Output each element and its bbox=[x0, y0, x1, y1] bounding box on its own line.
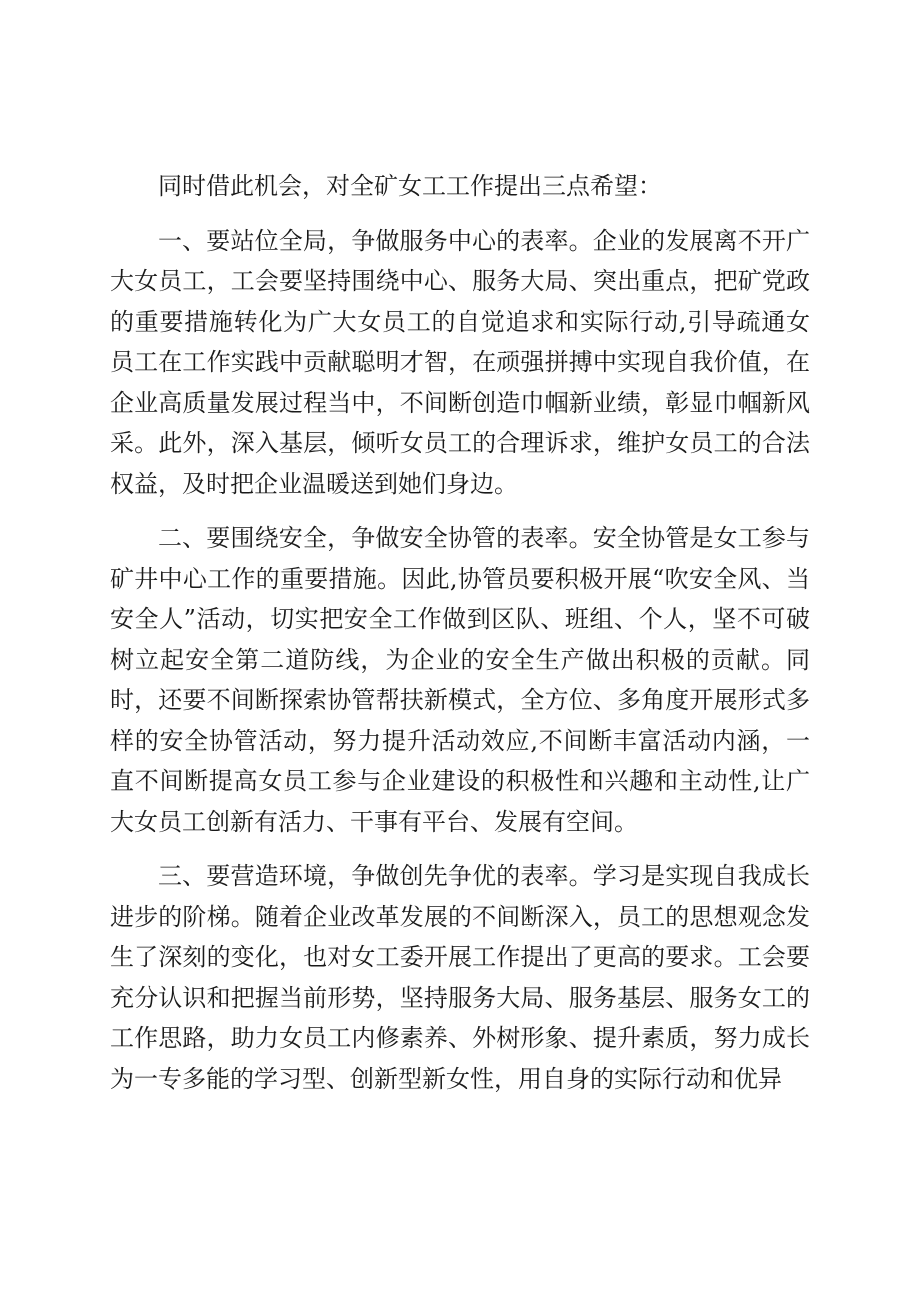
paragraph-point-three: 三、要营造环境，争做创先争优的表率。学习是实现自我成长进步的阶梯。随着企业改革发展的不间断深入，员工的思想观念发生了深刻的变化，也对女工委开展工作提出了更高的要求。工会要充分认识和把握当前形势，坚持服务大局、服务基层、服务女工的工作思路，助力女员工内修素养、外树形象、提升素质，努力成长为一专多能的学习型、创新型新女性，用自身的实际行动和优异 bbox=[110, 862, 810, 1093]
paragraph-intro: 同时借此机会，对全矿女工工作提出三点希望： bbox=[158, 172, 662, 200]
paragraph-point-two: 二、要围绕安全，争做安全协管的表率。安全协管是女工参与矿井中心工作的重要措施。因此,协管员要积极开展“吹安全风、当安全人”活动，切实把安全工作做到区队、班组、个人，坚不可破树立起安全第二道防线，为企业的安全生产做出积极的贡献。同时，还要不间断探索协管帮扶新模式，全方位、多角度开展形式多样的安全协管活动，努力提升活动效应,不间断丰富活动内涵，一直不间断提高女员工参与企业建设的积极性和兴趣和主动性,让广大女员工创新有活力、干事有平台、发展有空间。 bbox=[110, 524, 810, 836]
document-body bbox=[110, 166, 810, 1099]
paragraph-point-one: 一、要站位全局，争做服务中心的表率。企业的发展离不开广大女员工，工会要坚持围绕中心、服务大局、突出重点，把矿党政的重要措施转化为广大女员工的自觉追求和实际行动,引导疏通女员工在工作实践中贡献聪明才智，在顽强拼搏中实现自我价值，在企业高质量发展过程当中，不间断创造巾帼新业绩，彰显巾帼新风采。此外，深入基层，倾听女员工的合理诉求，维护女员工的合法权益，及时把企业温暖送到她们身边。 bbox=[110, 226, 810, 498]
